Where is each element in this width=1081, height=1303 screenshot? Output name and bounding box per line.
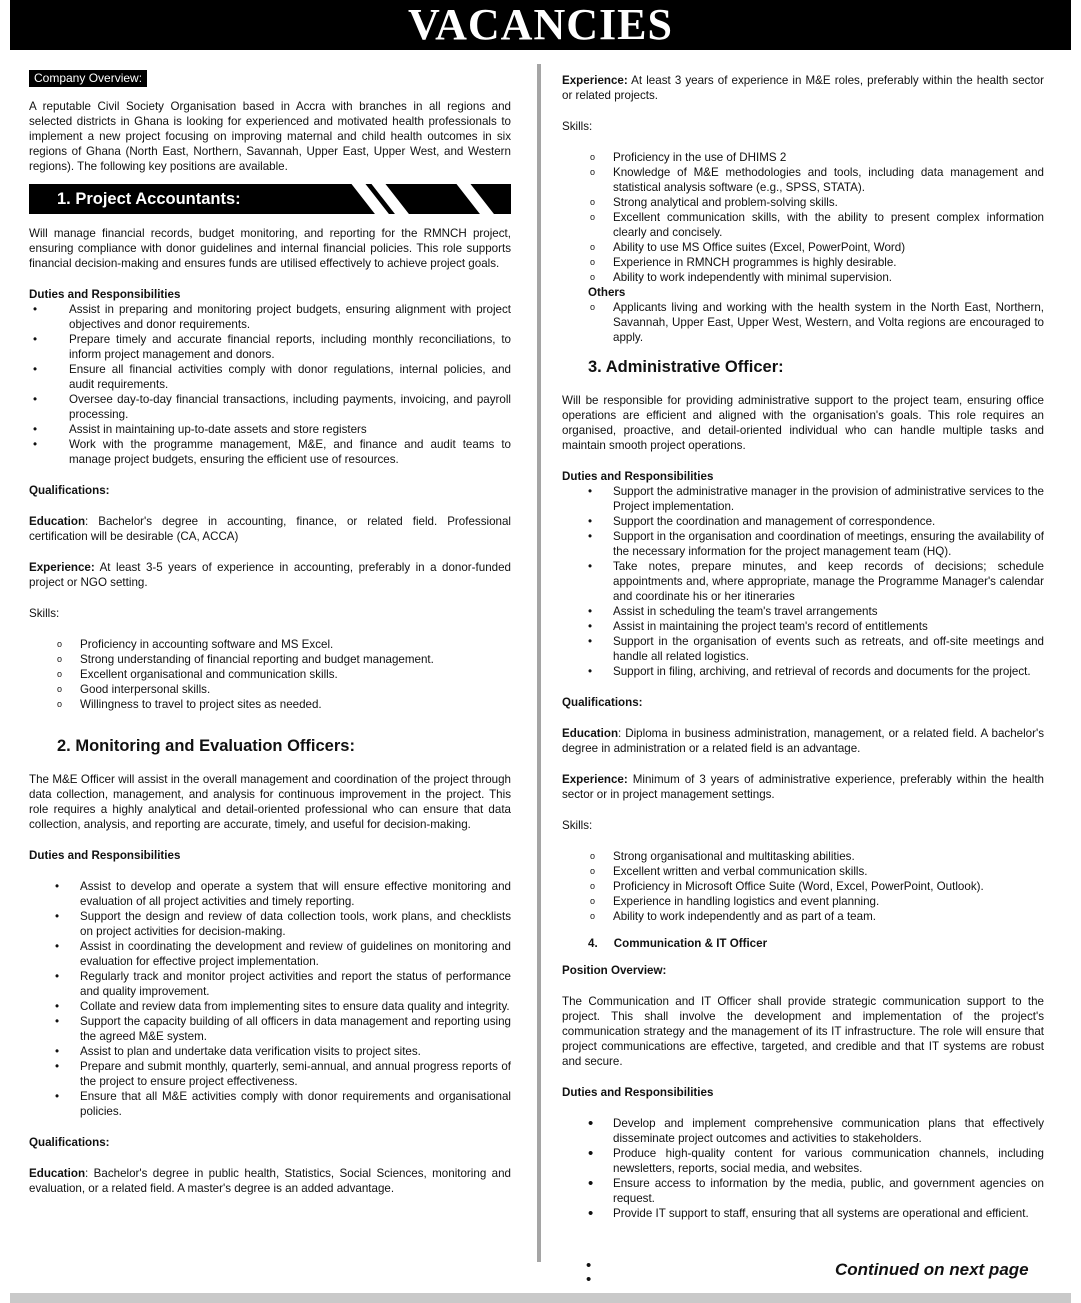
page-title: VACANCIES <box>408 0 673 49</box>
bullet-icon: • <box>588 485 593 498</box>
list-item: o Proficiency in accounting software and MS Excel. <box>57 638 334 651</box>
accountants-qualifications-heading: Qualifications: <box>29 484 110 497</box>
list-item: o Strong analytical and problem-solving skills. <box>590 196 838 209</box>
list-item: o Experience in RMNCH programmes is highly desirable. <box>590 256 897 269</box>
footer-bar <box>10 1293 1071 1303</box>
bullet-icon: • <box>55 880 60 893</box>
list-item: • Oversee day-to-day financial transactions, including payments, invoicing, and payroll processing. <box>33 393 511 421</box>
circle-bullet-icon: o <box>590 896 596 906</box>
list-item: o Experience in handling logistics and event planning. <box>590 895 880 908</box>
bullet-icon: • <box>588 665 593 678</box>
list-item: • Produce high-quality content for various communication channels, including newsletters, reports, social media, and websites. <box>588 1145 1044 1175</box>
bullet-icon: • <box>55 970 60 983</box>
me-officers-education: Education: Bachelor's degree in public health, Statistics, Social Sciences, monitoring and evaluation, or a related field. A master's degree is an added advantage. <box>29 1167 511 1195</box>
company-overview-label: Company Overview: <box>29 70 147 87</box>
list-item: o Applicants living and working with the health system in the North East, Northern, Savannah, Upper East, Upper West, Western, and Volta regions are encouraged to apply. <box>590 301 1044 344</box>
accountants-title: 1. Project Accountants: <box>57 190 241 208</box>
bullet-icon: • <box>588 605 593 618</box>
trailing-bullets <box>586 1259 591 1287</box>
circle-bullet-icon: o <box>57 654 63 664</box>
bullet-icon: • <box>33 303 38 316</box>
circle-bullet-icon: o <box>57 684 63 694</box>
bullet-icon: • <box>33 393 38 406</box>
list-item: o Proficiency in the use of DHIMS 2 <box>590 151 787 164</box>
accountants-banner <box>29 184 511 214</box>
accountants-intro: Will manage financial records, budget monitoring, and reporting for the RMNCH project, ensuring compliance with donor guidelines and internal financial policies. This role supports financial decision-making and ensures funds are utilised effectively to achieve project goals. <box>29 227 511 270</box>
bullet-icon: • <box>588 560 593 573</box>
bullet-icon: • <box>33 363 38 376</box>
circle-bullet-icon: o <box>590 212 596 222</box>
list-item: o Excellent organisational and communication skills. <box>57 668 338 681</box>
circle-bullet-icon: o <box>57 699 63 709</box>
admin-officer-intro: Will be responsible for providing administrative support to the project team, ensuring office operations are efficient and aligned with the organisation's goals. This role requires an organised, proactive, and detail-oriented individual who can handle multiple tasks and maintain smooth project operations. <box>562 394 1044 452</box>
list-item: o Ability to work independently with minimal supervision. <box>590 271 893 284</box>
admin-officer-skills-list <box>562 849 1044 924</box>
admin-officer-education: Education: Diploma in business administration, management, or a related field. A bachelor's degree in administration or a related field is an advantage. <box>562 727 1044 755</box>
list-item: o Excellent written and verbal communication skills. <box>590 865 868 878</box>
column-divider <box>537 64 541 1262</box>
list-item: • Develop and implement comprehensive communication plans that effectively disseminate project outcomes and activities to stakeholders. <box>588 1115 1044 1145</box>
bullet-icon: • <box>55 940 60 953</box>
bullet-icon: • <box>588 620 593 633</box>
comm-it-overview-heading: Position Overview: <box>562 964 667 977</box>
list-item: o Willingness to travel to project sites as needed. <box>57 698 322 711</box>
bullet-icon: • <box>588 635 593 648</box>
bullet-icon: • <box>586 1271 592 1288</box>
bullet-icon: • <box>586 1257 592 1274</box>
accountants-experience: Experience: At least 3-5 years of experience in accounting, preferably in a donor-funded project or NGO setting. <box>29 561 511 589</box>
circle-bullet-icon: o <box>590 257 596 267</box>
list-item: • Support in the organisation of events such as retreats, and off-site meetings and handle all related logistics. <box>588 635 1044 663</box>
bullet-icon: • <box>55 910 60 923</box>
banner-stripe-decoration <box>453 184 498 214</box>
list-item: • Support the design and review of data collection tools, work plans, and checklists on project activities for decision-making. <box>55 910 511 938</box>
list-item: • Regularly track and monitor project activities and report the status of performance and quality improvement. <box>55 970 511 998</box>
bullet-icon: • <box>33 333 38 346</box>
circle-bullet-icon: o <box>590 851 596 861</box>
comm-it-duties-list <box>562 1116 1044 1221</box>
list-item: • Support in filing, archiving, and retrieval of records and documents for the project. <box>588 665 1031 678</box>
list-item: o Knowledge of M&E methodologies and tools, including data management and statistical analysis software (e.g., SPSS, STATA). <box>590 166 1044 194</box>
list-item: • Ensure that all M&E activities comply with donor requirements and organisational policies. <box>55 1090 511 1118</box>
list-item: • Work with the programme management, M&E, and finance and audit teams to manage project budgets, ensuring the efficient use of resources. <box>33 438 511 466</box>
me-officers-experience: Experience: At least 3 years of experience in M&E roles, preferably within the health sector or related projects. <box>562 74 1044 102</box>
circle-bullet-icon: o <box>57 669 63 679</box>
list-item: • Assist to plan and undertake data verification visits to project sites. <box>55 1045 421 1058</box>
bullet-icon: • <box>588 1205 594 1222</box>
list-item: o Strong understanding of financial reporting and budget management. <box>57 653 434 666</box>
bullet-icon: • <box>588 1175 594 1192</box>
page-title-banner <box>10 0 1071 50</box>
list-item: • Take notes, prepare minutes, and keep records of decisions; schedule appointments and, where appropriate, manage the Programme Manager's calendar and coordinate his or her itineraries <box>588 560 1044 603</box>
bullet-icon: • <box>588 530 593 543</box>
circle-bullet-icon: o <box>590 302 596 312</box>
accountants-skills-heading: Skills: <box>29 607 60 620</box>
list-item: • Prepare and submit monthly, quarterly, semi-annual, and annual progress reports of the project to ensure project effectiveness. <box>55 1060 511 1088</box>
circle-bullet-icon: o <box>590 197 596 207</box>
me-officers-intro: The M&E Officer will assist in the overall management and coordination of the project through data collection, management, and analysis for continuous improvement in the project. This role requires a highly analytical and detail-oriented professional who can ensure that data collection, analysis, and reporting are accurate, timely, and useful for decision-making. <box>29 773 511 831</box>
continued-note: Continued on next page <box>835 1260 1029 1279</box>
bullet-icon: • <box>55 1090 60 1103</box>
me-officers-skills-list <box>562 150 1044 285</box>
bullet-icon: • <box>55 1045 60 1058</box>
list-item: o Proficiency in Microsoft Office Suite (Word, Excel, PowerPoint, Outlook). <box>590 880 984 893</box>
list-item: o Good interpersonal skills. <box>57 683 211 696</box>
me-officers-others-list <box>562 300 1044 345</box>
list-item: • Support the administrative manager in the provision of administrative services to the Project implementation. <box>588 485 1044 513</box>
comm-it-duties-heading: Duties and Responsibilities <box>562 1086 714 1099</box>
list-item: • Ensure all financial activities comply with donor regulations, internal policies, and audit requirements. <box>33 363 511 391</box>
list-item: • Collate and review data from implementing sites to ensure data quality and integrity. <box>55 1000 510 1013</box>
admin-officer-experience: Experience: Minimum of 3 years of administrative experience, preferably within the health sector or in project management settings. <box>562 773 1044 801</box>
circle-bullet-icon: o <box>590 167 596 177</box>
bullet-icon: • <box>588 1145 594 1162</box>
list-item: • Assist in maintaining the project team's record of entitlements <box>588 620 928 633</box>
left-column <box>29 70 511 1196</box>
admin-officer-skills-heading: Skills: <box>562 819 593 832</box>
bullet-icon: • <box>588 515 593 528</box>
me-officers-skills-heading: Skills: <box>562 120 593 133</box>
list-item: o Excellent communication skills, with the ability to present complex information clearly and concisely. <box>590 211 1044 239</box>
bullet-icon: • <box>588 1115 594 1132</box>
circle-bullet-icon: o <box>590 272 596 282</box>
me-officers-title: 2. Monitoring and Evaluation Officers: <box>57 737 355 755</box>
list-item: • Support the coordination and management of correspondence. <box>588 515 936 528</box>
list-item: o Ability to use MS Office suites (Excel, PowerPoint, Word) <box>590 241 906 254</box>
me-officers-duties-list <box>29 879 511 1119</box>
admin-officer-duties-list <box>562 484 1044 679</box>
me-officers-others-heading: Others <box>588 286 626 299</box>
list-item: o Ability to work independently and as part of a team. <box>590 910 876 923</box>
bullet-icon: • <box>33 423 38 436</box>
list-item: • Ensure access to information by the media, public, and government agencies on request. <box>588 1175 1044 1205</box>
bullet-icon: • <box>55 1000 60 1013</box>
list-item: • Prepare timely and accurate financial reports, including monthly reconciliations, to inform project management and donors. <box>33 333 511 361</box>
admin-officer-duties-heading: Duties and Responsibilities <box>562 470 714 483</box>
circle-bullet-icon: o <box>590 911 596 921</box>
list-item: • Assist in maintaining up-to-date assets and store registers <box>33 423 367 436</box>
me-officers-qualifications-heading: Qualifications: <box>29 1136 110 1149</box>
list-item: • Assist to develop and operate a system that will ensure effective monitoring and evaluation of all project activities and timely reporting. <box>55 880 511 908</box>
list-item: • Support in the organisation and coordination of meetings, ensuring the availability of the necessary information for the project management team (HQ). <box>588 530 1044 558</box>
comm-it-overview: The Communication and IT Officer shall provide strategic communication support to the project. This shall involve the development and implementation of the project's communication strategy and the management of its IT infrastructure. The role will ensure that project communications are effective, targeted, and credible and that IT systems are robust and secure. <box>562 995 1044 1068</box>
bullet-icon: • <box>55 1015 60 1028</box>
me-officers-duties-heading: Duties and Responsibilities <box>29 849 181 862</box>
comm-it-officer-title: 4. Communication & IT Officer <box>588 937 768 950</box>
accountants-duties-list <box>29 302 511 467</box>
circle-bullet-icon: o <box>57 639 63 649</box>
admin-officer-title: 3. Administrative Officer: <box>588 358 784 376</box>
bullet-icon: • <box>33 438 38 451</box>
list-item: • Assist in coordinating the development and review of guidelines on monitoring and evaluation for effective project implementation. <box>55 940 511 968</box>
list-item: • Provide IT support to staff, ensuring that all systems are operational and efficient. <box>588 1205 1029 1222</box>
circle-bullet-icon: o <box>590 242 596 252</box>
circle-bullet-icon: o <box>590 152 596 162</box>
company-overview-text: A reputable Civil Society Organisation based in Accra with branches in all regions and selected districts in Ghana is looking for experienced and motivated health professionals to implement a new project focusing on improving maternal and child health outcomes in six regions of Ghana (North East, Northern, Savannah, Upper East, Upper West, and Western regions). The following key positions are available. <box>29 100 511 173</box>
circle-bullet-icon: o <box>590 881 596 891</box>
list-item: • Assist in scheduling the team's travel arrangements <box>588 605 878 618</box>
list-item: • Support the capacity building of all officers in data management and reporting using the agreed M&E system. <box>55 1015 511 1043</box>
admin-officer-qualifications-heading: Qualifications: <box>562 696 643 709</box>
accountants-education: Education: Bachelor's degree in accounting, finance, or related field. Professional certification will be desirable (CA, ACCA) <box>29 515 511 543</box>
accountants-duties-heading: Duties and Responsibilities <box>29 288 181 301</box>
right-column <box>562 73 1044 1221</box>
accountants-skills-list <box>29 637 511 712</box>
circle-bullet-icon: o <box>590 866 596 876</box>
bullet-icon: • <box>55 1060 60 1073</box>
list-item: o Strong organisational and multitasking abilities. <box>590 850 855 863</box>
list-item: • Assist in preparing and monitoring project budgets, ensuring alignment with project objectives and donor requirements. <box>33 303 511 331</box>
